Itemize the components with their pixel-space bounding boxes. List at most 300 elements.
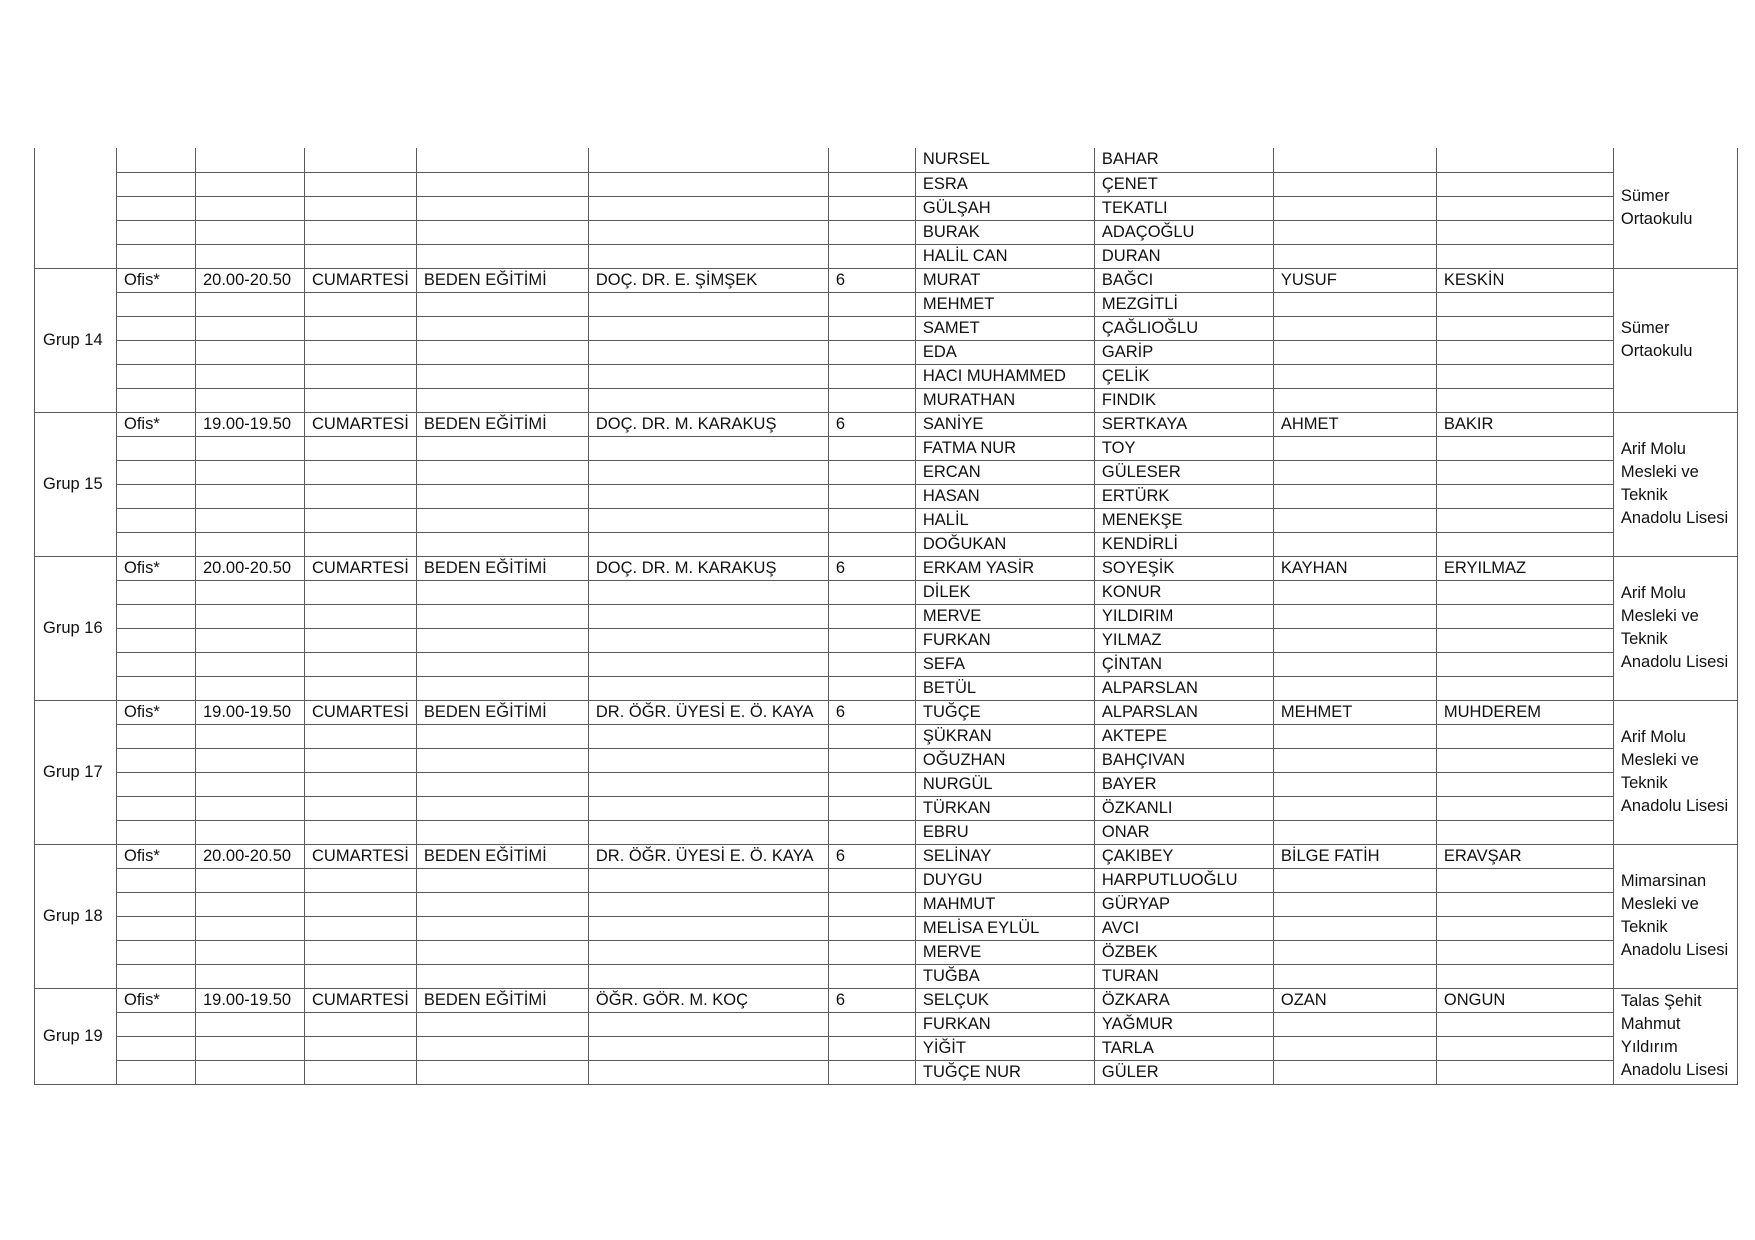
hours-cell xyxy=(828,892,915,916)
student-first-name: TUĞÇE xyxy=(915,700,1094,724)
student-last-name: BAHAR xyxy=(1094,148,1273,172)
student-first-name: MURATHAN xyxy=(915,388,1094,412)
hours-cell xyxy=(828,628,915,652)
instructor-cell xyxy=(588,892,828,916)
table-row xyxy=(35,556,1738,580)
course-cell xyxy=(416,220,588,244)
table-row xyxy=(35,196,1738,220)
course-cell: BEDEN EĞİTİMİ xyxy=(416,844,588,868)
table-row xyxy=(35,508,1738,532)
location-cell xyxy=(117,244,196,268)
group-label: Grup 19 xyxy=(35,988,117,1084)
table-row xyxy=(35,268,1738,292)
day-cell xyxy=(305,604,417,628)
mentor-last-name xyxy=(1436,1036,1613,1060)
mentor-last-name xyxy=(1436,532,1613,556)
location-cell xyxy=(117,1060,196,1084)
location-cell xyxy=(117,172,196,196)
course-cell xyxy=(416,772,588,796)
mentor-first-name xyxy=(1273,604,1436,628)
mentor-last-name xyxy=(1436,196,1613,220)
student-first-name: FATMA NUR xyxy=(915,436,1094,460)
student-first-name: ERCAN xyxy=(915,460,1094,484)
hours-cell xyxy=(828,748,915,772)
student-last-name: ÇAĞLIOĞLU xyxy=(1094,316,1273,340)
mentor-last-name: MUHDEREM xyxy=(1436,700,1613,724)
hours-cell xyxy=(828,796,915,820)
hours-cell: 6 xyxy=(828,412,915,436)
instructor-cell xyxy=(588,484,828,508)
location-cell xyxy=(117,1036,196,1060)
student-first-name: EBRU xyxy=(915,820,1094,844)
mentor-first-name xyxy=(1273,628,1436,652)
table-row xyxy=(35,388,1738,412)
time-cell xyxy=(196,916,305,940)
table-row xyxy=(35,988,1738,1012)
day-cell xyxy=(305,508,417,532)
mentor-first-name xyxy=(1273,964,1436,988)
location-cell xyxy=(117,1012,196,1036)
mentor-last-name xyxy=(1436,772,1613,796)
location-cell xyxy=(117,196,196,220)
hours-cell xyxy=(828,244,915,268)
course-cell xyxy=(416,604,588,628)
day-cell xyxy=(305,172,417,196)
location-cell xyxy=(117,508,196,532)
course-cell xyxy=(416,340,588,364)
instructor-cell xyxy=(588,172,828,196)
instructor-cell xyxy=(588,940,828,964)
mentor-last-name xyxy=(1436,628,1613,652)
time-cell: 19.00-19.50 xyxy=(196,412,305,436)
mentor-first-name xyxy=(1273,388,1436,412)
day-cell: CUMARTESİ xyxy=(305,844,417,868)
hours-cell xyxy=(828,1012,915,1036)
student-last-name: SOYEŞİK xyxy=(1094,556,1273,580)
mentor-last-name xyxy=(1436,820,1613,844)
group-label: Grup 15 xyxy=(35,412,117,556)
instructor-cell xyxy=(588,364,828,388)
table-row xyxy=(35,604,1738,628)
instructor-cell xyxy=(588,724,828,748)
instructor-cell xyxy=(588,316,828,340)
student-last-name: ALPARSLAN xyxy=(1094,676,1273,700)
school-name: Sümer Ortaokulu xyxy=(1613,268,1737,412)
day-cell xyxy=(305,388,417,412)
student-last-name: BAĞCI xyxy=(1094,268,1273,292)
instructor-cell xyxy=(588,220,828,244)
course-cell xyxy=(416,820,588,844)
student-first-name: ŞÜKRAN xyxy=(915,724,1094,748)
table-row xyxy=(35,724,1738,748)
time-cell xyxy=(196,196,305,220)
location-cell xyxy=(117,676,196,700)
day-cell xyxy=(305,1012,417,1036)
table-row xyxy=(35,172,1738,196)
course-cell xyxy=(416,244,588,268)
student-first-name: BURAK xyxy=(915,220,1094,244)
school-name: Arif Molu Mesleki ve Teknik Anadolu Lisesi xyxy=(1613,556,1737,700)
instructor-cell: DOÇ. DR. M. KARAKUŞ xyxy=(588,412,828,436)
table-row xyxy=(35,484,1738,508)
student-last-name: ONAR xyxy=(1094,820,1273,844)
location-cell xyxy=(117,364,196,388)
course-cell xyxy=(416,1060,588,1084)
student-first-name: EDA xyxy=(915,340,1094,364)
hours-cell xyxy=(828,460,915,484)
table-row xyxy=(35,412,1738,436)
student-first-name: MURAT xyxy=(915,268,1094,292)
location-cell xyxy=(117,652,196,676)
day-cell: CUMARTESİ xyxy=(305,988,417,1012)
instructor-cell xyxy=(588,964,828,988)
mentor-first-name xyxy=(1273,532,1436,556)
location-cell xyxy=(117,220,196,244)
instructor-cell: DR. ÖĞR. ÜYESİ E. Ö. KAYA xyxy=(588,700,828,724)
course-cell xyxy=(416,148,588,172)
mentor-last-name xyxy=(1436,868,1613,892)
time-cell xyxy=(196,1012,305,1036)
time-cell xyxy=(196,892,305,916)
hours-cell: 6 xyxy=(828,556,915,580)
mentor-last-name xyxy=(1436,1060,1613,1084)
course-cell xyxy=(416,964,588,988)
mentor-first-name: OZAN xyxy=(1273,988,1436,1012)
mentor-last-name: ONGUN xyxy=(1436,988,1613,1012)
hours-cell xyxy=(828,916,915,940)
hours-cell: 6 xyxy=(828,844,915,868)
mentor-first-name xyxy=(1273,340,1436,364)
location-cell: Ofis* xyxy=(117,556,196,580)
mentor-last-name: BAKIR xyxy=(1436,412,1613,436)
time-cell xyxy=(196,1036,305,1060)
student-last-name: TOY xyxy=(1094,436,1273,460)
mentor-last-name: KESKİN xyxy=(1436,268,1613,292)
day-cell xyxy=(305,868,417,892)
course-cell xyxy=(416,316,588,340)
course-cell: BEDEN EĞİTİMİ xyxy=(416,268,588,292)
table-row xyxy=(35,316,1738,340)
table-row xyxy=(35,1012,1738,1036)
student-first-name: ERKAM YASİR xyxy=(915,556,1094,580)
table-row xyxy=(35,292,1738,316)
mentor-first-name xyxy=(1273,916,1436,940)
mentor-last-name: ERYILMAZ xyxy=(1436,556,1613,580)
location-cell xyxy=(117,532,196,556)
hours-cell xyxy=(828,724,915,748)
course-cell xyxy=(416,484,588,508)
hours-cell xyxy=(828,316,915,340)
location-cell xyxy=(117,604,196,628)
location-cell: Ofis* xyxy=(117,412,196,436)
table-row xyxy=(35,580,1738,604)
student-last-name: TARLA xyxy=(1094,1036,1273,1060)
student-first-name: DOĞUKAN xyxy=(915,532,1094,556)
student-first-name: NURSEL xyxy=(915,148,1094,172)
mentor-last-name xyxy=(1436,652,1613,676)
hours-cell xyxy=(828,1036,915,1060)
time-cell xyxy=(196,604,305,628)
time-cell xyxy=(196,748,305,772)
day-cell xyxy=(305,244,417,268)
course-cell xyxy=(416,796,588,820)
hours-cell xyxy=(828,364,915,388)
schedule-table xyxy=(34,148,1738,1085)
time-cell: 19.00-19.50 xyxy=(196,700,305,724)
day-cell xyxy=(305,316,417,340)
mentor-last-name xyxy=(1436,292,1613,316)
hours-cell xyxy=(828,772,915,796)
student-last-name: ÇAKIBEY xyxy=(1094,844,1273,868)
student-last-name: MENEKŞE xyxy=(1094,508,1273,532)
hours-cell: 6 xyxy=(828,988,915,1012)
course-cell xyxy=(416,1012,588,1036)
mentor-last-name xyxy=(1436,220,1613,244)
time-cell xyxy=(196,292,305,316)
school-name: Arif Molu Mesleki ve Teknik Anadolu Lisesi xyxy=(1613,700,1737,844)
course-cell xyxy=(416,364,588,388)
mentor-last-name xyxy=(1436,580,1613,604)
mentor-last-name xyxy=(1436,964,1613,988)
instructor-cell xyxy=(588,820,828,844)
time-cell xyxy=(196,484,305,508)
table-row xyxy=(35,748,1738,772)
hours-cell xyxy=(828,580,915,604)
hours-cell xyxy=(828,940,915,964)
school-name: Arif Molu Mesleki ve Teknik Anadolu Lisesi xyxy=(1613,412,1737,556)
table-row xyxy=(35,676,1738,700)
student-last-name: ALPARSLAN xyxy=(1094,700,1273,724)
student-first-name: MELİSA EYLÜL xyxy=(915,916,1094,940)
mentor-first-name: KAYHAN xyxy=(1273,556,1436,580)
hours-cell xyxy=(828,964,915,988)
time-cell xyxy=(196,436,305,460)
mentor-first-name: MEHMET xyxy=(1273,700,1436,724)
mentor-first-name xyxy=(1273,364,1436,388)
student-first-name: MEHMET xyxy=(915,292,1094,316)
day-cell xyxy=(305,820,417,844)
table-row xyxy=(35,820,1738,844)
time-cell xyxy=(196,940,305,964)
table-row xyxy=(35,1036,1738,1060)
instructor-cell xyxy=(588,1060,828,1084)
instructor-cell xyxy=(588,1036,828,1060)
day-cell: CUMARTESİ xyxy=(305,268,417,292)
student-last-name: FINDIK xyxy=(1094,388,1273,412)
day-cell xyxy=(305,748,417,772)
student-first-name: TUĞBA xyxy=(915,964,1094,988)
school-name: Sümer Ortaokulu xyxy=(1613,148,1737,268)
hours-cell xyxy=(828,508,915,532)
mentor-first-name xyxy=(1273,244,1436,268)
mentor-first-name xyxy=(1273,508,1436,532)
school-name: Talas Şehit Mahmut Yıldırım Anadolu Lisesi xyxy=(1613,988,1737,1084)
instructor-cell xyxy=(588,772,828,796)
time-cell xyxy=(196,460,305,484)
instructor-cell xyxy=(588,508,828,532)
table-row xyxy=(35,940,1738,964)
day-cell xyxy=(305,364,417,388)
course-cell xyxy=(416,652,588,676)
student-last-name: ÇENET xyxy=(1094,172,1273,196)
course-cell xyxy=(416,676,588,700)
instructor-cell: DOÇ. DR. E. ŞİMŞEK xyxy=(588,268,828,292)
day-cell: CUMARTESİ xyxy=(305,412,417,436)
course-cell: BEDEN EĞİTİMİ xyxy=(416,988,588,1012)
table-row xyxy=(35,1060,1738,1084)
mentor-first-name xyxy=(1273,796,1436,820)
day-cell xyxy=(305,460,417,484)
student-first-name: MAHMUT xyxy=(915,892,1094,916)
day-cell xyxy=(305,652,417,676)
location-cell: Ofis* xyxy=(117,268,196,292)
table-row xyxy=(35,244,1738,268)
location-cell xyxy=(117,916,196,940)
mentor-first-name xyxy=(1273,316,1436,340)
student-first-name: SELİNAY xyxy=(915,844,1094,868)
time-cell: 20.00-20.50 xyxy=(196,268,305,292)
time-cell xyxy=(196,244,305,268)
hours-cell: 6 xyxy=(828,700,915,724)
mentor-first-name xyxy=(1273,772,1436,796)
mentor-last-name xyxy=(1436,316,1613,340)
location-cell: Ofis* xyxy=(117,700,196,724)
hours-cell xyxy=(828,652,915,676)
time-cell xyxy=(196,868,305,892)
day-cell: CUMARTESİ xyxy=(305,700,417,724)
course-cell xyxy=(416,748,588,772)
instructor-cell xyxy=(588,292,828,316)
day-cell xyxy=(305,892,417,916)
course-cell xyxy=(416,628,588,652)
day-cell xyxy=(305,1036,417,1060)
course-cell: BEDEN EĞİTİMİ xyxy=(416,412,588,436)
location-cell xyxy=(117,436,196,460)
course-cell: BEDEN EĞİTİMİ xyxy=(416,556,588,580)
student-first-name: FURKAN xyxy=(915,1012,1094,1036)
table-row xyxy=(35,148,1738,172)
instructor-cell xyxy=(588,652,828,676)
course-cell xyxy=(416,940,588,964)
day-cell xyxy=(305,220,417,244)
student-last-name: AVCI xyxy=(1094,916,1273,940)
location-cell xyxy=(117,316,196,340)
student-last-name: ÖZKANLI xyxy=(1094,796,1273,820)
mentor-first-name xyxy=(1273,676,1436,700)
time-cell xyxy=(196,772,305,796)
day-cell xyxy=(305,940,417,964)
time-cell xyxy=(196,388,305,412)
location-cell xyxy=(117,292,196,316)
student-last-name: GÜRYAP xyxy=(1094,892,1273,916)
course-cell: BEDEN EĞİTİMİ xyxy=(416,700,588,724)
student-last-name: HARPUTLUOĞLU xyxy=(1094,868,1273,892)
student-first-name: HASAN xyxy=(915,484,1094,508)
instructor-cell xyxy=(588,676,828,700)
location-cell xyxy=(117,340,196,364)
school-name: Mimarsinan Mesleki ve Teknik Anadolu Lisesi xyxy=(1613,844,1737,988)
time-cell xyxy=(196,172,305,196)
day-cell xyxy=(305,676,417,700)
student-last-name: BAYER xyxy=(1094,772,1273,796)
time-cell xyxy=(196,652,305,676)
mentor-first-name: BİLGE FATİH xyxy=(1273,844,1436,868)
day-cell xyxy=(305,148,417,172)
hours-cell xyxy=(828,340,915,364)
student-last-name: KENDİRLİ xyxy=(1094,532,1273,556)
location-cell xyxy=(117,484,196,508)
mentor-first-name xyxy=(1273,1060,1436,1084)
hours-cell xyxy=(828,484,915,508)
student-last-name: GARİP xyxy=(1094,340,1273,364)
time-cell xyxy=(196,580,305,604)
student-last-name: TURAN xyxy=(1094,964,1273,988)
student-last-name: MEZGİTLİ xyxy=(1094,292,1273,316)
mentor-last-name xyxy=(1436,484,1613,508)
course-cell xyxy=(416,460,588,484)
table-row xyxy=(35,844,1738,868)
student-first-name: SANİYE xyxy=(915,412,1094,436)
mentor-last-name xyxy=(1436,508,1613,532)
course-cell xyxy=(416,196,588,220)
location-cell xyxy=(117,148,196,172)
location-cell: Ofis* xyxy=(117,988,196,1012)
student-first-name: DUYGU xyxy=(915,868,1094,892)
hours-cell xyxy=(828,676,915,700)
table-row xyxy=(35,364,1738,388)
time-cell xyxy=(196,148,305,172)
location-cell xyxy=(117,820,196,844)
group-label: Grup 16 xyxy=(35,556,117,700)
mentor-first-name xyxy=(1273,436,1436,460)
mentor-last-name xyxy=(1436,604,1613,628)
student-first-name: BETÜL xyxy=(915,676,1094,700)
time-cell xyxy=(196,628,305,652)
instructor-cell xyxy=(588,580,828,604)
group-label: Grup 14 xyxy=(35,268,117,412)
course-cell xyxy=(416,292,588,316)
table-row xyxy=(35,436,1738,460)
student-last-name: ERTÜRK xyxy=(1094,484,1273,508)
hours-cell xyxy=(828,148,915,172)
day-cell: CUMARTESİ xyxy=(305,556,417,580)
student-first-name: YİĞİT xyxy=(915,1036,1094,1060)
mentor-first-name xyxy=(1273,892,1436,916)
table-row xyxy=(35,916,1738,940)
hours-cell xyxy=(828,220,915,244)
student-last-name: ADAÇOĞLU xyxy=(1094,220,1273,244)
hours-cell xyxy=(828,388,915,412)
course-cell xyxy=(416,508,588,532)
mentor-last-name xyxy=(1436,148,1613,172)
table-row xyxy=(35,340,1738,364)
instructor-cell xyxy=(588,196,828,220)
day-cell xyxy=(305,436,417,460)
course-cell xyxy=(416,388,588,412)
table-row xyxy=(35,460,1738,484)
instructor-cell xyxy=(588,388,828,412)
location-cell xyxy=(117,460,196,484)
time-cell xyxy=(196,676,305,700)
hours-cell xyxy=(828,292,915,316)
mentor-first-name xyxy=(1273,220,1436,244)
mentor-first-name xyxy=(1273,172,1436,196)
location-cell xyxy=(117,580,196,604)
course-cell xyxy=(416,1036,588,1060)
time-cell xyxy=(196,532,305,556)
student-first-name: MERVE xyxy=(915,940,1094,964)
mentor-last-name xyxy=(1436,436,1613,460)
